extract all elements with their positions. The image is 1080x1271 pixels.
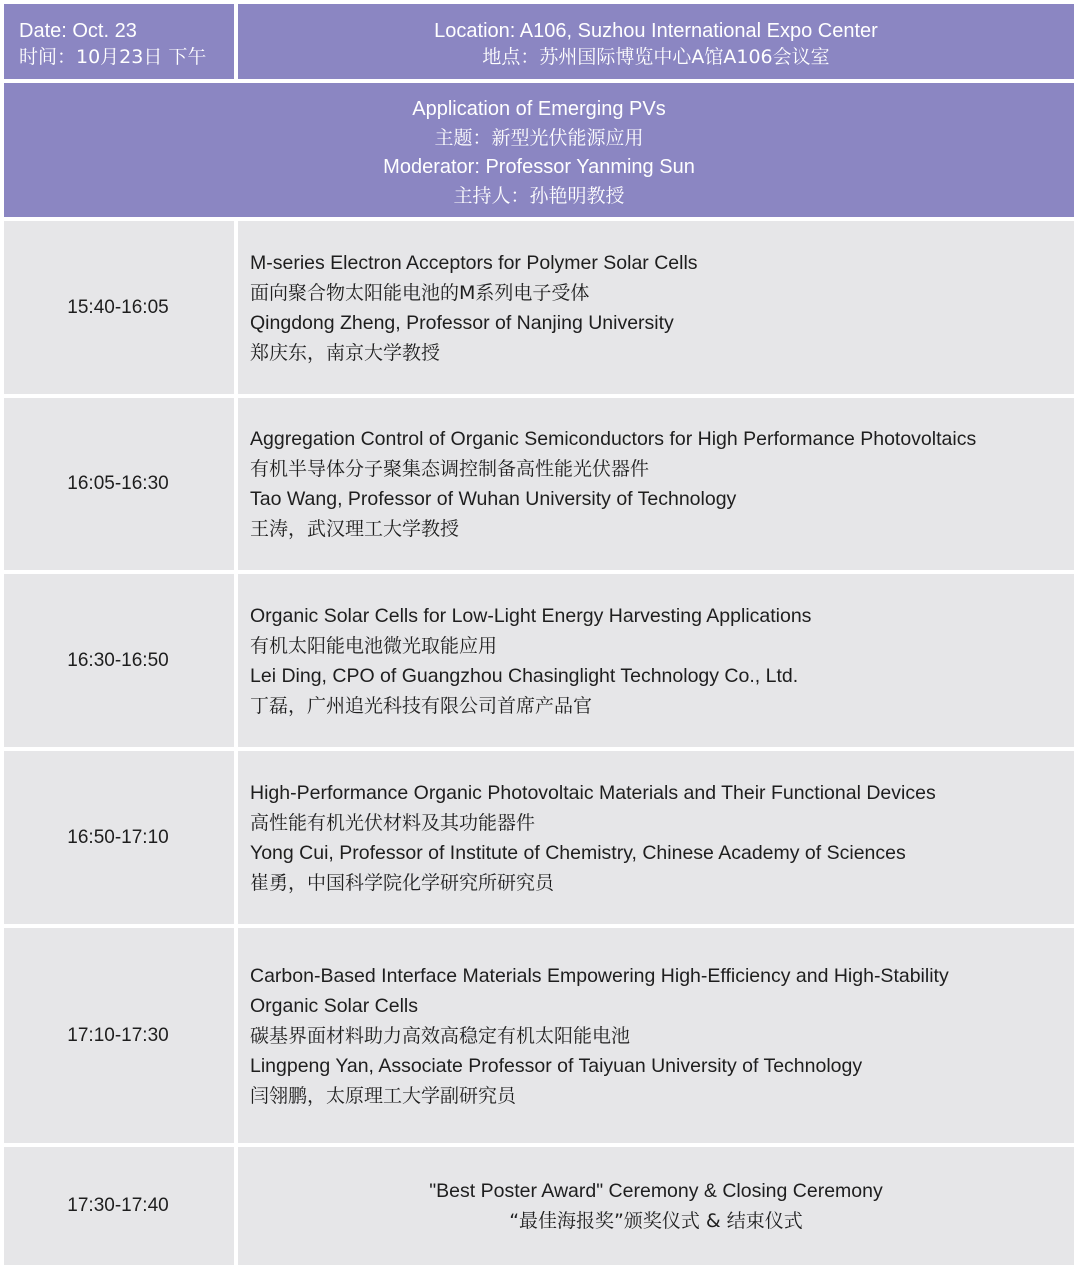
time-cell bbox=[4, 1147, 234, 1265]
talk-title-en: Aggregation Control of Organic Semiconductors for High Performance Photovoltaics bbox=[250, 428, 977, 450]
time-cell bbox=[4, 574, 234, 747]
time-slot: 15:40-16:05 bbox=[67, 296, 169, 318]
talk-title-en: Carbon-Based Interface Materials Empowering High-Efficiency and High-Stability bbox=[250, 964, 949, 987]
talk-cell bbox=[238, 751, 1074, 924]
time-slot: 17:10-17:30 bbox=[67, 1024, 169, 1046]
talk-cell bbox=[238, 221, 1074, 394]
speaker-en: Qingdong Zheng, Professor of Nanjing University bbox=[250, 311, 674, 334]
date-cn: 时间：10月23日 下午 bbox=[19, 46, 207, 68]
talk-cell bbox=[238, 928, 1074, 1143]
talk-title-cn: 面向聚合物太阳能电池的M系列电子受体 bbox=[250, 281, 590, 304]
topic-banner bbox=[4, 83, 1074, 217]
time-cell bbox=[4, 221, 234, 394]
moderator-en: Moderator: Professor Yanming Sun bbox=[383, 156, 695, 178]
talk-title-cn: 有机太阳能电池微光取能应用 bbox=[250, 634, 498, 657]
talk-cell bbox=[238, 574, 1074, 747]
talk-cell bbox=[238, 398, 1074, 570]
time-cell bbox=[4, 398, 234, 570]
date-en: Date: Oct. 23 bbox=[19, 20, 137, 42]
time-cell bbox=[4, 928, 234, 1143]
talk-title-cn: 碳基界面材料助力高效高稳定有机太阳能电池 bbox=[250, 1024, 631, 1047]
topic-title-cn: 主题：新型光伏能源应用 bbox=[434, 127, 644, 149]
location-cell bbox=[238, 4, 1074, 79]
speaker-cn: 崔勇，中国科学院化学研究所研究员 bbox=[250, 871, 555, 894]
topic-title-en: Application of Emerging PVs bbox=[412, 98, 666, 120]
location-cn: 地点：苏州国际博览中心A馆A106会议室 bbox=[482, 46, 830, 68]
speaker-en: Lingpeng Yan, Associate Professor of Taiyuan University of Technology bbox=[250, 1054, 863, 1077]
closing-cell bbox=[238, 1147, 1074, 1265]
talk-title-en: High-Performance Organic Photovoltaic Materials and Their Functional Devices bbox=[250, 781, 936, 804]
talk-title-en-cont: Organic Solar Cells bbox=[250, 994, 418, 1017]
speaker-en: Lei Ding, CPO of Guangzhou Chasinglight Technology Co., Ltd. bbox=[250, 664, 799, 687]
talk-title-en: Organic Solar Cells for Low-Light Energy Harvesting Applications bbox=[250, 604, 812, 627]
time-slot: 16:50-17:10 bbox=[67, 826, 169, 848]
speaker-cn: 丁磊，广州追光科技有限公司首席产品官 bbox=[250, 694, 593, 717]
speaker-en: Yong Cui, Professor of Institute of Chemistry, Chinese Academy of Sciences bbox=[250, 841, 906, 864]
time-slot: 17:30-17:40 bbox=[67, 1195, 169, 1216]
location-en: Location: A106, Suzhou International Expo Center bbox=[434, 20, 878, 42]
speaker-en: Tao Wang, Professor of Wuhan University of Technology bbox=[250, 488, 737, 510]
talk-title-cn: 有机半导体分子聚集态调控制备高性能光伏器件 bbox=[250, 458, 650, 480]
time-slot: 16:05-16:30 bbox=[67, 473, 169, 494]
talk-title-en: M-series Electron Acceptors for Polymer Solar Cells bbox=[250, 251, 698, 274]
talk-title-cn: 高性能有机光伏材料及其功能器件 bbox=[250, 811, 536, 834]
closing-title-cn: “最佳海报奖”颁奖仪式 & 结束仪式 bbox=[509, 1210, 803, 1232]
moderator-cn: 主持人：孙艳明教授 bbox=[453, 185, 625, 207]
time-cell bbox=[4, 751, 234, 924]
date-cell bbox=[4, 4, 234, 79]
speaker-cn: 郑庆东，南京大学教授 bbox=[250, 341, 441, 364]
closing-title-en: "Best Poster Award" Ceremony & Closing Ceremony bbox=[429, 1180, 883, 1202]
time-slot: 16:30-16:50 bbox=[67, 649, 169, 671]
speaker-cn: 王涛，武汉理工大学教授 bbox=[250, 518, 460, 540]
speaker-cn: 闫翎鹏，太原理工大学副研究员 bbox=[250, 1084, 517, 1107]
